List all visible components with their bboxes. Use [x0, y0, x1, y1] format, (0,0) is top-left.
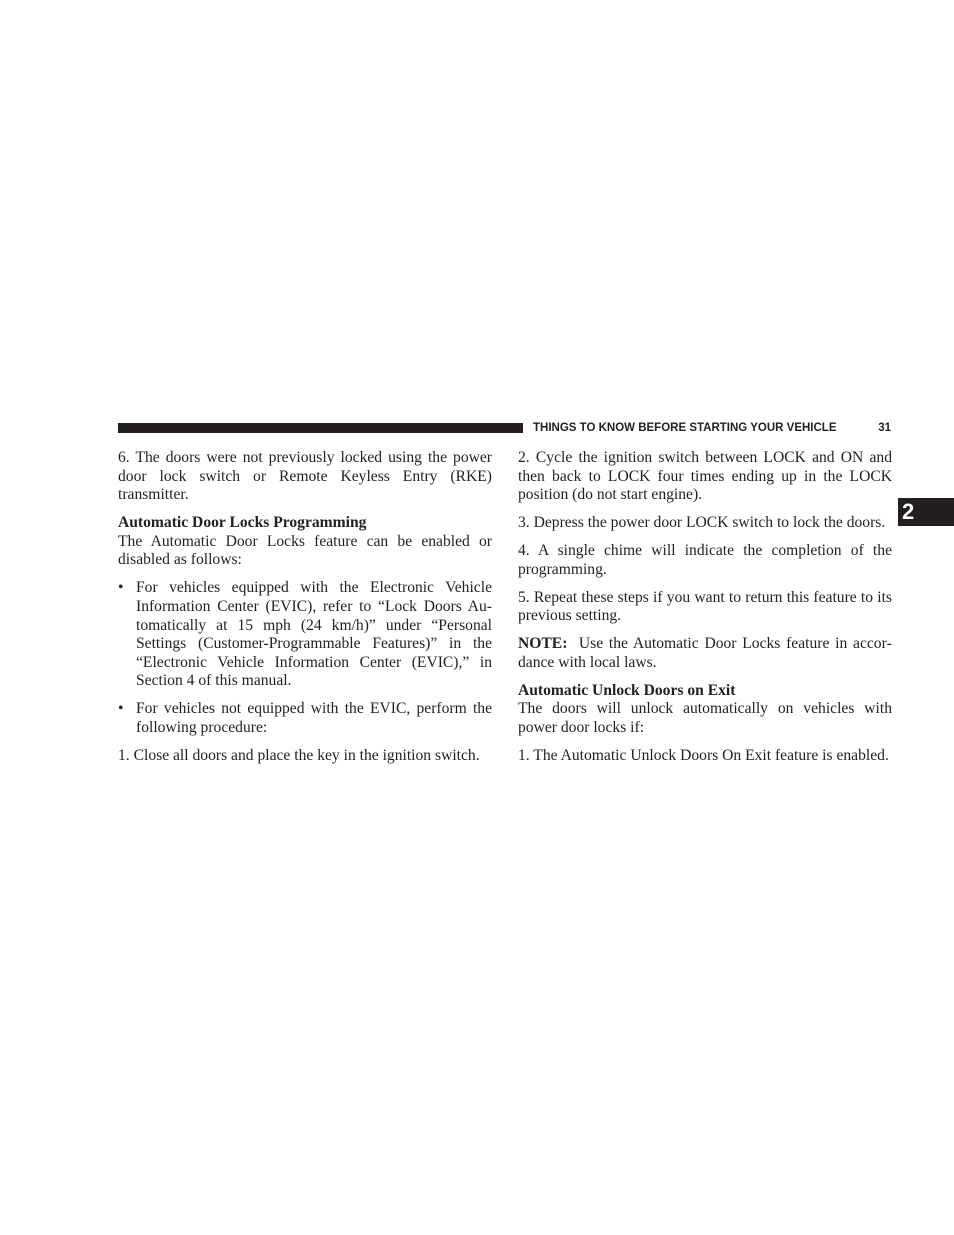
running-header — [533, 420, 891, 436]
bullet-text: For vehicles not equipped with the EVIC, perform the following procedure: — [136, 700, 492, 736]
header-rule — [118, 423, 523, 433]
paragraph-step-1: 1. Close all doors and place the key in the ignition switch. — [118, 746, 480, 764]
paragraph-item-6: 6. The doors were not previously locked using the power door lock switch or Remote Keyless Entry (RKE) transmitter. — [118, 449, 492, 504]
paragraph-step-5: 5. Repeat these steps if you want to return this feature to its previous setting. — [518, 588, 892, 625]
paragraph-step-3: 3. Depress the power door LOCK switch to lock the doors. — [518, 514, 886, 532]
page-number: 31 — [878, 422, 891, 434]
heading-unlock-on-exit: Automatic Unlock Doors on Exit — [518, 681, 736, 699]
bullet-evic-equipped — [118, 579, 492, 691]
paragraph-programming-intro: The Automatic Door Locks feature can be enabled or disabled as follows: — [118, 532, 492, 569]
left-column — [118, 449, 492, 775]
paragraph-unlock-item-1: 1. The Automatic Unlock Doors On Exit feature is enabled. — [518, 747, 889, 765]
paragraph-step-2: 2. Cycle the ignition switch between LOCK and ON and then back to LOCK four times ending up in the LOCK position (do not start engine). — [518, 449, 892, 504]
bullet-text: For vehicles equipped with the Electronic Vehicle Information Center (EVIC), refer to “Lock Doors Automatically at 15 mph (24 km/h)” under “Personal Settings (Customer-Programmable Features)” in the “Electronic Vehicle Information Center (EVIC),” in Section 4 of this manual. — [136, 579, 492, 690]
bullet-symbol: • — [118, 579, 124, 597]
section-title: THINGS TO KNOW BEFORE STARTING YOUR VEHICLE — [533, 422, 837, 434]
bullet-not-evic-equipped — [118, 700, 492, 737]
heading-door-locks-programming: Automatic Door Locks Programming — [118, 514, 367, 532]
note-text: Use the Automatic Door Locks feature in accordance with local laws. — [518, 635, 892, 671]
bullet-symbol: • — [118, 700, 124, 718]
note-paragraph — [518, 635, 892, 672]
paragraph-step-4: 4. A single chime will indicate the completion of the programming. — [518, 542, 892, 578]
chapter-tab: 2 — [898, 498, 954, 526]
right-column — [518, 449, 892, 775]
paragraph-unlock-intro: The doors will unlock automatically on vehicles with power door locks if: — [518, 700, 892, 737]
note-label: NOTE: — [518, 635, 568, 653]
